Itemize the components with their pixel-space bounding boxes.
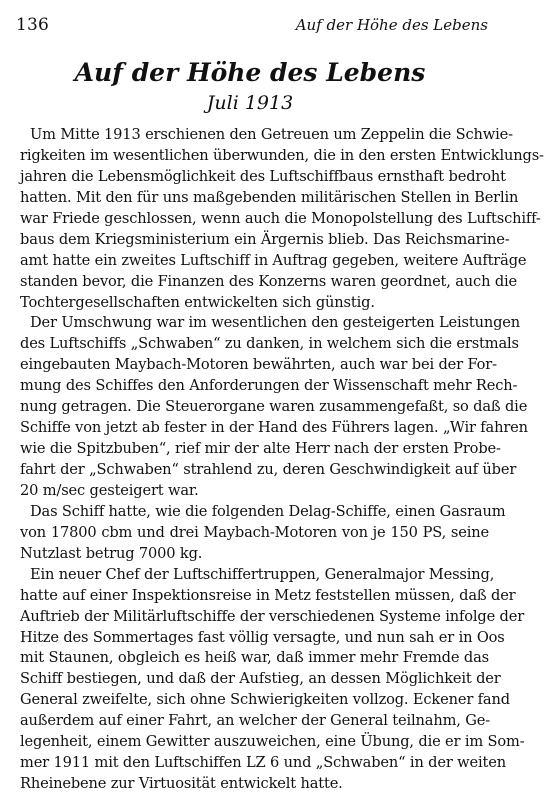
text-line: legenheit, einem Gewitter auszuweichen, eine Übung, die er im Som- (20, 733, 525, 751)
text-line: von 17800 cbm und drei Maybach-Motoren von je 150 PS, seine (20, 523, 489, 541)
text-line: nung getragen. Die Steuerorgane waren zusammengefaßt, so daß die (20, 398, 528, 416)
text-line: fahrt der „Schwaben“ strahlend zu, deren Geschwindigkeit auf über (20, 461, 517, 478)
text-line: amt hatte ein zweites Luftschiff in Auftrag gegeben, weitere Aufträge (20, 251, 527, 269)
text-line: war Friede geschlossen, wenn auch die Monopolstellung des Luftschiff- (20, 209, 541, 227)
text-line: jahren die Lebensmöglichkeit des Luftschiffbaus ernsthaft bedroht (20, 167, 506, 185)
text-line: eingebauten Maybach-Motoren bewährten, auch war bei der For- (20, 356, 497, 374)
page-number: 136 (16, 15, 50, 35)
text-line: baus dem Kriegsministerium ein Ärgernis blieb. Das Reichsmarine- (20, 230, 510, 248)
text-line: mer 1911 mit den Luftschiffen LZ 6 und „Schwaben“ in der weiten (20, 754, 506, 772)
text-line: General zweifelte, sich ohne Schwierigkeiten vollzog. Eckener fand (20, 691, 510, 709)
text-line: Ein neuer Chef der Luftschiffertruppen, Generalmajor Messing, (30, 565, 495, 583)
text-line: standen bevor, die Finanzen des Konzerns waren geordnet, auch die (20, 272, 518, 290)
text-line: Um Mitte 1913 erschienen den Getreuen um Zeppelin die Schwie- (30, 126, 513, 143)
text-line: Auftrieb der Militärluftschiffe der verschiedenen Systeme infolge der (20, 607, 525, 625)
text-line: Das Schiff hatte, wie die folgenden Delag-Schiffe, einen Gasraum (30, 502, 506, 520)
text-line: des Luftschiffs „Schwaben“ zu danken, in welchem sich die erstmals (20, 335, 519, 353)
text-line: Nutzlast betrug 7000 kg. (20, 544, 203, 562)
text-line: Schiff bestiegen, und daß der Aufstieg, an dessen Möglichkeit der (20, 670, 501, 688)
text-line: mit Staunen, obgleich es heiß war, daß immer mehr Fremde das (20, 649, 489, 667)
text-line: Schiffe von jetzt ab fester in der Hand des Führers lagen. „Wir fahren (20, 419, 528, 437)
text-line: mung des Schiffes den Anforderungen der Wissenschaft mehr Rech- (20, 377, 518, 395)
text-line: wie die Spitzbuben“, rief mir der alte Herr nach der ersten Probe- (20, 440, 501, 457)
text-line: Tochtergesellschaften entwickelten sich günstig. (20, 293, 375, 311)
text-line: hatte auf einer Inspektionsreise in Metz feststellen müssen, daß der (20, 586, 516, 604)
text-line: 20 m/sec gesteigert war. (20, 481, 199, 499)
text-line: hatten. Mit den für uns maßgebenden militärischen Stellen in Berlin (20, 188, 519, 206)
running-title: Auf der Höhe des Lebens (295, 16, 488, 34)
text-line: Rheinebene zur Virtuosität entwickelt hatte. (20, 775, 343, 792)
chapter-date: Juli 1913 (206, 92, 294, 114)
running-head (16, 14, 488, 38)
text-line: außerdem auf einer Fahrt, an welcher der General teilnahm, Ge- (20, 712, 491, 730)
text-line: Hitze des Sommertages fast völlig versagte, und nun sah er in Oos (20, 628, 505, 646)
text-line: Der Umschwung war im wesentlichen den gesteigerten Leistungen (30, 314, 520, 332)
chapter-title: Auf der Höhe des Lebens (74, 58, 426, 87)
text-line: rigkeiten im wesentlichen überwunden, die in den ersten Entwicklungs- (20, 146, 544, 164)
